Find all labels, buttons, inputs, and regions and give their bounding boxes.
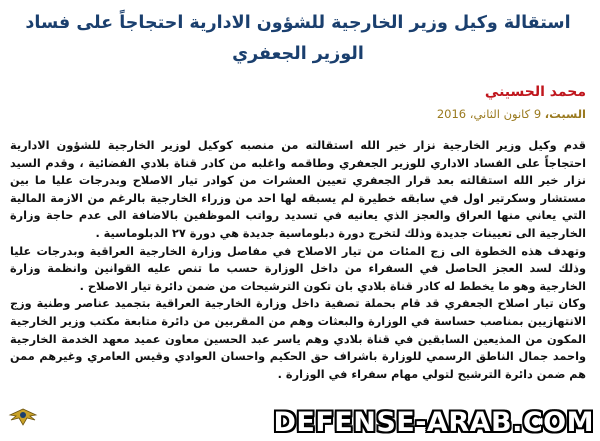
- winged-emblem-icon: [8, 403, 38, 433]
- article-headline: استقالة وكيل وزير الخارجية للشؤون الادارية احتجاجاً على فساد الوزير الجعفري: [25, 13, 571, 64]
- article-paragraph-3: وكان تيار اصلاح الجعفري قد قام بحملة تصفية داخل وزارة الخارجية العراقية بتجميد عناصر وطنية وزج الانتهازيين بمناصب حساسة في الوزارة والبعثات وهم من المقربين من دائرة متابعة مكتب وزير الخارجية المكون من المذيعين السابقين في قناة بلادي وهم ياسر عبد الحسين معاون عميد معهد الخدمة الخارجية واحمد جمال الناطق الرسمي للوزارة باشراف حق الحكيم واحسان العوادي وقيس العامري وغيرهم ممن هم ضمن دائرة الترشيح لتولي مهام سفراء في الوزارة .: [10, 297, 586, 381]
- publish-date-rest: 9 كانون الثاني، 2016: [436, 107, 545, 121]
- site-watermark: DEFENSE-ARAB.COM: [273, 407, 594, 438]
- article-paragraph-2: وتهدف هذه الخطوة الى زج المئات من تيار الاصلاح في مفاصل وزارة الخارجية العراقية وبدرجات عليا وذلك لسد العجز الحاصل في السفراء من داخل الوزارة حسب ما تنص عليه القوانين وانظمة وزارة الخارجية وهو ما يخطط له كادر قناة بلادي بان تكون الترشيحات من ضمن دائرة تيار الاصلاح .: [10, 244, 586, 293]
- publish-date-day: السبت،: [544, 107, 586, 121]
- article-body: [10, 137, 586, 383]
- publish-date: [10, 106, 586, 122]
- author-name[interactable]: محمد الحسيني: [484, 84, 586, 100]
- article-paragraph-1: قدم وكيل وزير الخارجية نزار خير الله استقالته من منصبه كوكيل لوزير الخارجية للشؤون الادارية احتجاجاً على الفساد الاداري للوزير الجعفري وطاقمه واغلبه من كادر قناة بلادي الفضائية ، وقدم السيد نزار خير الله استقالته بعد قرار الجعفري تعيين العشرات من كوادر تيار الاصلاح وبدرجات عليا ما بين مستشار وسكرتير اول في سابقه خطيرة لم يسبقه لها احد من وزراء الخارجية بالرغم من الازمة المالية التي يعاني منها العراق والعجز الذي يعانيه في تسديد رواتب الموظفين بالاضافة الى عدم حاجة وزارة الخارجية الى تعيينات جديدة وذلك لتخرج دورة دبلوماسية جديدة هي دورة ٢٧ الدبلوماسية .: [10, 139, 586, 240]
